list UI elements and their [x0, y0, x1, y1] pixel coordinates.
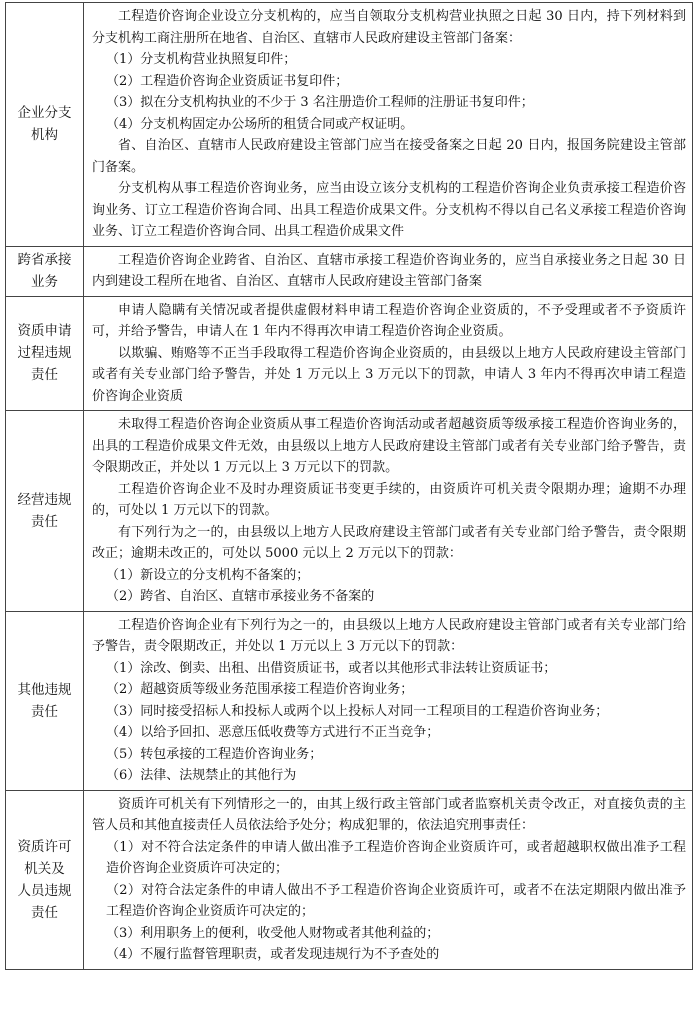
list-item: （2）超越资质等级业务范围承接工程造价咨询业务；	[106, 682, 414, 697]
list-item: （3）同时接受招标人和投标人或两个以上投标人对同一工程项目的工程造价咨询业务；	[106, 703, 609, 719]
category-label-line: 其他违规	[17, 681, 72, 698]
category-label-line: 跨省承接	[17, 252, 72, 268]
row-category-label	[6, 246, 84, 296]
list-item: （1）涂改、倒卖、出租、出借资质证书，或者以其他形式非法转让资质证书；	[106, 660, 557, 676]
category-label-line: 企业分支	[17, 105, 72, 122]
category-label-line: 责任	[31, 367, 58, 384]
row-category-label	[6, 790, 84, 969]
list-item: （4）分支机构固定办公场所的租赁合同或产权证明。	[106, 116, 414, 132]
row-content	[84, 790, 693, 969]
list-item: （2）对符合法定条件的申请人做出不予工程造价咨询企业资质许可，或者不在法定期限内做出准予工程造价咨询企业资质许可决定的；	[106, 882, 686, 919]
row-content	[84, 3, 693, 247]
paragraph: 分支机构从事工程造价咨询业务，应当由设立该分支机构的工程造价咨询企业负责承接工程造价咨询业务、订立工程造价咨询合同、出具工程造价成果文件。分支机构不得以自己名义承接工程造价咨询业务、订立工程造价咨询合同、出具工程造价成果文件	[92, 181, 686, 239]
list-item: （5）转包承接的工程造价咨询业务；	[106, 746, 323, 762]
row-content	[84, 246, 693, 296]
table-row	[6, 246, 693, 296]
category-label-line: 责任	[31, 904, 58, 921]
paragraph: 工程造价咨询企业设立分支机构的，应当自领取分支机构营业执照之日起 30 日内，持下列材料到分支机构工商注册所在地省、自治区、直辖市人民政府建设主管部门备案：	[92, 9, 686, 46]
paragraph: 工程造价咨询企业跨省、自治区、直辖市承接工程造价咨询业务的，应当自承接业务之日起 30 日内到建设工程所在地省、自治区、直辖市人民政府建设主管部门备案	[92, 252, 686, 289]
list-item: （2）跨省、自治区、直辖市承接业务不备案的	[106, 589, 375, 604]
paragraph: 工程造价咨询企业有下列行为之一的，由县级以上地方人民政府建设主管部门或者有关专业部门给予警告，责令限期改正，并处以 1 万元以上 3 万元以下的罚款：	[92, 617, 686, 654]
category-label-line: 资质申请	[17, 323, 72, 340]
list-item: （1）对不符合法定条件的申请人做出准予工程造价咨询企业资质许可，或者超越职权做出准予工程造价咨询企业资质许可决定的；	[106, 839, 686, 876]
category-label-line: 人员违规	[17, 882, 72, 899]
category-label-line: 机构	[31, 127, 58, 144]
category-label-line: 责任	[31, 703, 58, 720]
table-row	[6, 3, 693, 247]
paragraph: 工程造价咨询企业不及时办理资质证书变更手续的，由资质许可机关责令限期办理；逾期不办理的，可处以 1 万元以下的罚款。	[92, 481, 686, 518]
paragraph: 省、自治区、直辖市人民政府建设主管部门应当在接受备案之日起 20 日内，报国务院建设主管部门备案。	[92, 138, 686, 175]
table-row	[6, 411, 693, 612]
list-item: （3）拟在分支机构执业的不少于 3 名注册造价工程师的注册证书复印件；	[106, 95, 534, 110]
category-label-line: 过程违规	[17, 345, 72, 362]
row-content	[84, 296, 693, 411]
category-label-line: 责任	[31, 513, 58, 530]
row-category-label	[6, 611, 84, 790]
table-row	[6, 611, 693, 790]
table-row	[6, 296, 693, 411]
paragraph: 资质许可机关有下列情形之一的，由其上级行政主管部门或者监察机关责令改正，对直接负责的主管人员和其他直接责任人员依法给予处分；构成犯罪的，依法追究刑事责任：	[92, 796, 686, 833]
list-item: （4）不履行监督管理职责，或者发现违规行为不予查处的	[106, 947, 440, 962]
category-label-line: 资质许可	[17, 838, 72, 855]
category-label-line: 机关及	[24, 860, 65, 877]
list-item: （2）工程造价咨询企业资质证书复印件；	[106, 73, 349, 89]
paragraph: 未取得工程造价咨询企业资质从事工程造价咨询活动或者超越资质等级承接工程造价咨询业务的，出具的工程造价成果文件无效，由县级以上地方人民政府建设主管部门或者有关专业部门给予警告，责令限期改正，并处以 1 万元以上 3 万元以下的罚款。	[92, 417, 686, 475]
row-category-label	[6, 3, 84, 247]
paragraph: 有下列行为之一的，由县级以上地方人民政府建设主管部门或者有关专业部门给予警告，责令限期改正；逾期未改正的，可处以 5000 元以上 2 万元以下的罚款：	[92, 524, 686, 561]
category-label-line: 经营违规	[17, 491, 72, 508]
list-item: （6）法律、法规禁止的其他行为	[106, 768, 297, 783]
paragraph: 申请人隐瞒有关情况或者提供虚假材料申请工程造价咨询企业资质的，不予受理或者不予资质许可，并给予警告，申请人在 1 年内不得再次申请工程造价咨询企业资质。	[92, 302, 686, 339]
row-category-label	[6, 411, 84, 612]
category-label-line: 业务	[31, 274, 58, 290]
list-item: （1）新设立的分支机构不备案的；	[106, 567, 310, 583]
list-item: （3）利用职务上的便利，收受他人财物或者其他利益的；	[106, 925, 440, 941]
row-content	[84, 411, 693, 612]
list-item: （4）以给予回扣、恶意压低收费等方式进行不正当竞争；	[106, 725, 440, 740]
regulation-table	[5, 2, 693, 970]
paragraph: 以欺骗、贿赂等不正当手段取得工程造价咨询企业资质的，由县级以上地方人民政府建设主管部门或者有关专业部门给予警告，并处 1 万元以上 3 万元以下的罚款，申请人 3 年内不得再次申请工程造价咨询企业资质	[92, 345, 686, 404]
table-row	[6, 790, 693, 969]
row-content	[84, 611, 693, 790]
list-item: （1）分支机构营业执照复印件；	[106, 52, 297, 67]
regulation-table-body	[6, 3, 693, 970]
row-category-label	[6, 296, 84, 411]
